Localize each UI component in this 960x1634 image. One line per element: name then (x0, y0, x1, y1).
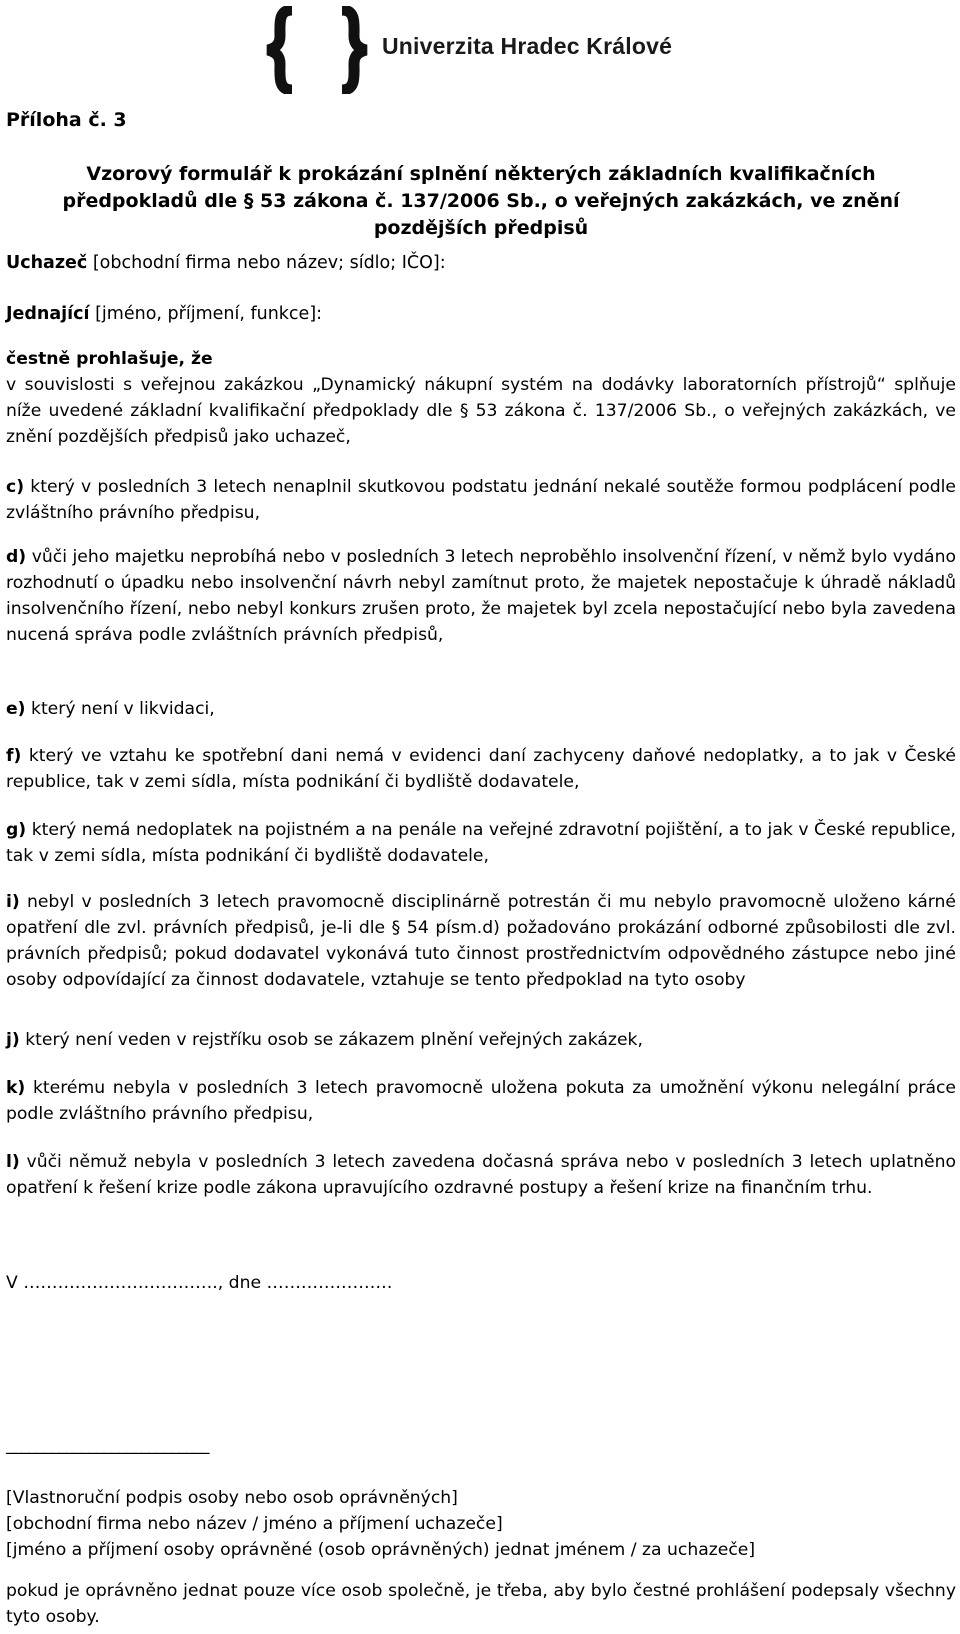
acting-field (6, 301, 956, 327)
brace-logo-icon (262, 6, 372, 94)
item-d (6, 544, 956, 648)
item-letter: f) (6, 746, 22, 766)
item-text: který není v likvidaci, (30, 699, 215, 719)
item-letter: d) (6, 547, 27, 567)
item-letter: g) (6, 820, 27, 840)
item-letter: k) (6, 1078, 26, 1098)
document-title (6, 161, 956, 242)
item-l (6, 1149, 956, 1201)
item-text: který není veden v rejstříku osob se zákazem plnění veřejných zakázek, (25, 1030, 643, 1050)
item-text: který v posledních 3 letech nenaplnil skutkovou podstatu jednání nekalé soutěže formou podplácení podle zvláštního právního předpisu, (6, 477, 956, 523)
university-logo (262, 4, 672, 96)
item-k (6, 1075, 956, 1127)
acting-placeholder: [jméno, příjmení, funkce]: (89, 304, 323, 324)
signature-rule-text: ___________________________ (6, 1435, 209, 1455)
signature-block (6, 1485, 956, 1563)
logo-text: Univerzita Hradec Králové (382, 32, 673, 59)
item-letter: j) (6, 1030, 20, 1050)
item-text: vůči jeho majetku neprobíhá nebo v posledních 3 letech neproběhlo insolvenční řízení, v němž bylo vydáno rozhodnutí o úpadku nebo insolvenční návrh nebyl zamítnut proto, že majetek nepostačuje k úhradě nákladů insolvenčního řízení, nebo nebyl konkurs zrušen proto, že majetek byl zcela nepostačující nebo byla zavedena nucená správa podle zvláštních právních předpisů, (6, 547, 957, 645)
item-text: kterému nebyla v posledních 3 letech pravomocně uložena pokuta za umožnění výkonu nelegální práce podle zvláštního právního předpisu, (6, 1078, 956, 1124)
footnote: pokud je oprávněno jednat pouze více osob společně, je třeba, aby bylo čestné prohlášení podepsaly všechny tyto osoby. (6, 1581, 956, 1627)
item-e (6, 696, 956, 722)
title-line-1: Vzorový formulář k prokázání splnění některých základních kvalifikačních (86, 163, 876, 185)
item-j (6, 1027, 956, 1053)
item-letter: c) (6, 477, 25, 497)
title-line-2: předpokladů dle § 53 zákona č. 137/2006 Sb., o veřejných zakázkách, ve znění (62, 190, 900, 212)
title-line-3: pozdějších předpisů (373, 217, 589, 239)
signature-line-1: [Vlastnoruční podpis osoby nebo osob oprávněných] (6, 1488, 458, 1508)
bidder-placeholder: [obchodní firma nebo název; sídlo; IČO]: (87, 253, 446, 273)
item-g (6, 817, 956, 869)
item-i (6, 889, 956, 993)
annex-label: Příloha č. 3 (6, 109, 127, 131)
item-text: který nemá nedoplatek na pojistném a na penále na veřejné zdravotní pojištění, a to jak v České republice, tak v zemi sídla, místa podnikání či bydliště dodavatele, (6, 820, 957, 866)
signature-line-3: [jméno a příjmení osoby oprávněné (osob oprávněných) jednat jménem / za uchazeče] (6, 1540, 756, 1560)
item-text: nebyl v posledních 3 letech pravomocně disciplinárně potrestán či mu nebylo pravomocně uloženo kárné opatření dle zvl. právních předpisů, je-li dle § 54 písm.d) požadováno prokázání odborné způsobilosti dle zvl. právních předpisů; pokud dodavatel vykonává tuto činnost prostřednictvím odpovědného zástupce nebo jiné osoby odpovídající za činnost dodavatele, vztahuje se tento předpoklad na tyto osoby (6, 892, 956, 990)
item-letter: l) (6, 1152, 20, 1172)
item-letter: i) (6, 892, 20, 912)
place-and-date: V ……………………………., dne …………………. (6, 1273, 393, 1293)
item-text: který ve vztahu ke spotřební dani nemá v evidenci daní zachyceny daňové nedoplatky, a to jak v České republice, tak v zemi sídla, místa podnikání či bydliště dodavatele, (6, 746, 957, 792)
item-c (6, 474, 956, 526)
acting-label: Jednající (6, 304, 90, 324)
item-text: vůči němuž nebyla v posledních 3 letech zavedena dočasná správa nebo v posledních 3 letech uplatněno opatření k řešení krize podle zákona upravujícího ozdravné postupy a řešení krize na finančním trhu. (6, 1152, 956, 1198)
declaration-text: v souvislosti s veřejnou zakázkou „Dynamický nákupní systém na dodávky laboratorních přístrojů“ splňuje níže uvedené základní kvalifikační předpoklady dle § 53 zákona č. 137/2006 Sb., o veřejných zakázkách, ve znění pozdějších předpisů jako uchazeč, (6, 375, 956, 447)
bidder-field (6, 250, 956, 276)
declaration-heading: čestně prohlašuje, že (6, 349, 213, 369)
item-f (6, 743, 956, 795)
bidder-label: Uchazeč (6, 253, 88, 273)
signature-line-2: [obchodní firma nebo název / jméno a příjmení uchazeče] (6, 1514, 503, 1534)
item-letter: e) (6, 699, 26, 719)
